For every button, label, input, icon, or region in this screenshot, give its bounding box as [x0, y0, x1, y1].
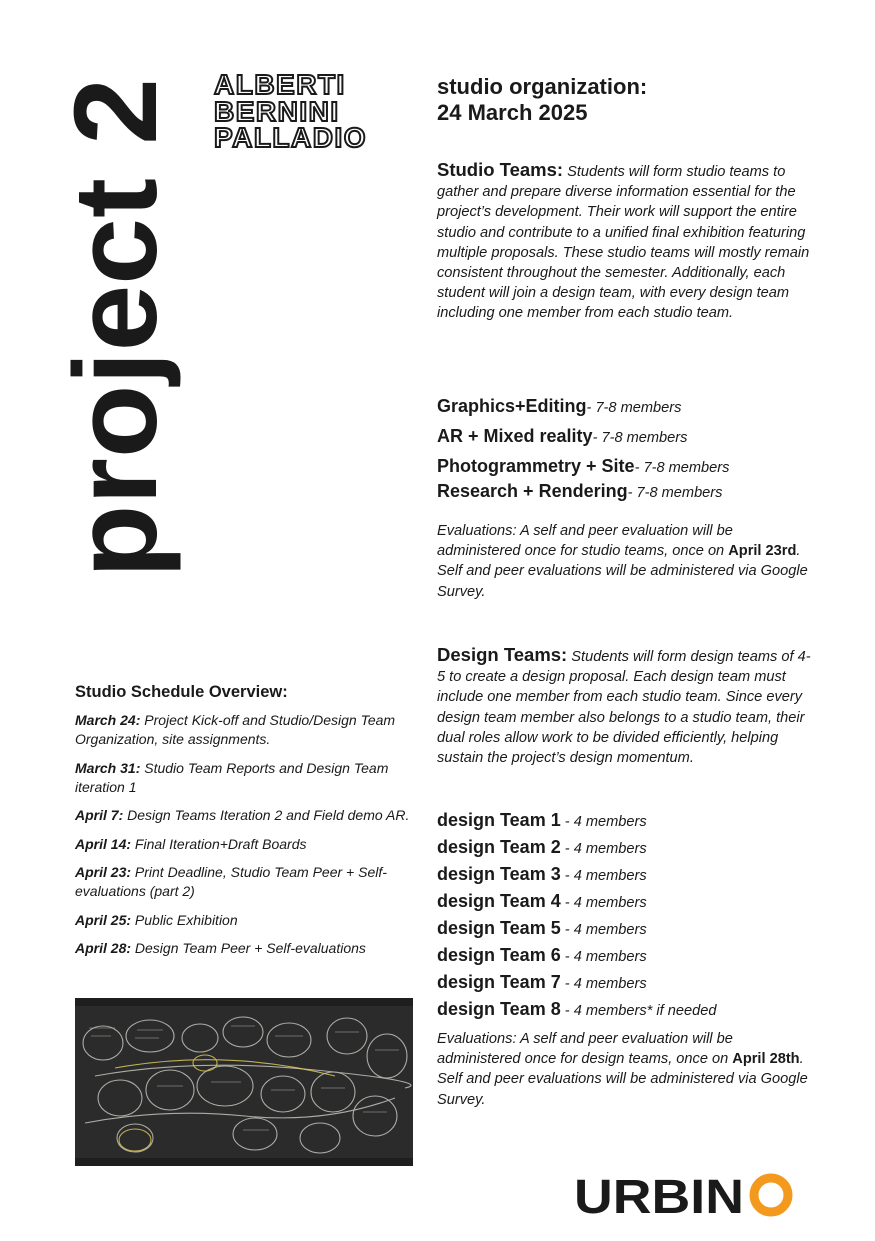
- design-teams-text: Students will form design teams of 4-5 to create a design proposal. Each design team must include one member from each studio team. Since every design team member also belongs to a studio team, their dual roles allow work to be divided efficiently, helping sustain the project’s design momentum.: [437, 649, 811, 767]
- studio-evals-text: Evaluations: A self and peer evaluation will be administered once for studio teams, once on: [437, 523, 733, 560]
- design-teams-paragraph: [437, 645, 812, 768]
- studio-team-name: Photogrammetry + Site: [437, 456, 635, 476]
- design-team-name: design Team 7: [437, 972, 561, 992]
- studio-team-name: Graphics+Editing: [437, 396, 587, 416]
- schedule-item: [75, 939, 415, 958]
- studio-team-members: - 7-8 members: [586, 400, 682, 416]
- design-team-row: [437, 943, 812, 970]
- design-team-list: [437, 808, 812, 1024]
- design-team-members: - 4 members: [560, 976, 647, 992]
- design-team-name: design Team 4: [437, 891, 561, 911]
- studio-teams-heading: Studio Teams:: [437, 159, 564, 180]
- schedule-text: Final Iteration+Draft Boards: [131, 835, 307, 852]
- design-team-row: [437, 889, 812, 916]
- design-team-row: [437, 970, 812, 997]
- design-team-row: [437, 997, 812, 1024]
- urbino-logo: [574, 1171, 798, 1224]
- schedule-item: [75, 711, 415, 749]
- studio-team-row: [437, 396, 812, 426]
- studio-team-row: [437, 456, 812, 481]
- design-teams-heading: Design Teams:: [437, 644, 568, 665]
- schedule-item: [75, 835, 415, 854]
- studio-teams-paragraph: [437, 160, 812, 324]
- studio-team-row: [437, 426, 812, 456]
- design-evaluations: [437, 1029, 812, 1110]
- design-team-name: design Team 8: [437, 999, 561, 1019]
- studio-team-name: Research + Rendering: [437, 481, 628, 501]
- logo-o-ring: [754, 1178, 788, 1212]
- schedule-text: Project Kick-off and Studio/Design Team Organization, site assignments.: [75, 712, 396, 747]
- chalkboard-drawing: [75, 998, 413, 1166]
- design-team-row: [437, 916, 812, 943]
- design-team-row: [437, 862, 812, 889]
- studio-evals-date: April 23rd: [728, 543, 797, 560]
- design-team-members: - 4 members: [560, 814, 647, 830]
- schedule-item: [75, 911, 415, 930]
- vertical-title: [50, 78, 186, 578]
- studio-evaluations: [437, 521, 812, 602]
- design-team-members: - 4 members* if needed: [560, 1003, 717, 1019]
- studio-team-list: [437, 396, 812, 506]
- schedule-date: April 14:: [75, 835, 132, 852]
- studio-team-members: - 7-8 members: [627, 485, 723, 501]
- studio-team-members: - 7-8 members: [592, 430, 688, 446]
- schedule-title: Studio Schedule Overview:: [75, 683, 288, 701]
- studio-schedule: [75, 683, 415, 968]
- schedule-date: March 24:: [75, 712, 141, 728]
- studio-evals-text-end: . Self and peer evaluations will be administered via Google Survey.: [437, 543, 808, 600]
- studio-teams-text: Students will form studio teams to gather and prepare diverse information essential for the project’s development. Their work will support the entire studio and contribute to a unified final exhibition featuring multiple proposals. These studio teams will mostly remain consistent throughout the semester. Additionally, each student will join a design team, with every design team including one member from each studio team.: [437, 164, 810, 322]
- studio-team-name: AR + Mixed reality: [437, 426, 593, 446]
- header-line1: studio organization:: [437, 74, 648, 99]
- design-team-name: design Team 5: [437, 918, 561, 938]
- schedule-text: Public Exhibition: [131, 911, 238, 928]
- name-alberti: ALBERTI: [214, 69, 346, 100]
- design-evals-text-end: . Self and peer evaluations will be administered via Google Survey.: [437, 1051, 808, 1108]
- vertical-title-text: project 2: [50, 86, 182, 578]
- schedule-item: [75, 863, 415, 901]
- design-evals-text: Evaluations: A self and peer evaluation will be administered once for design teams, once on: [437, 1031, 733, 1068]
- schedule-date: April 25:: [75, 911, 132, 928]
- logo-text: URBIN: [574, 1171, 744, 1224]
- design-team-row: [437, 808, 812, 835]
- design-team-members: - 4 members: [560, 841, 647, 857]
- schedule-text: Design Teams Iteration 2 and Field demo AR.: [123, 807, 410, 823]
- schedule-date: April 7:: [75, 807, 124, 823]
- schedule-item: [75, 806, 415, 825]
- page-header: [437, 74, 812, 126]
- studio-team-members: - 7-8 members: [634, 460, 730, 476]
- design-team-row: [437, 835, 812, 862]
- schedule-date: April 23:: [75, 864, 132, 880]
- design-team-name: design Team 6: [437, 945, 561, 965]
- chalkboard-photo: [75, 998, 413, 1166]
- design-team-name: design Team 2: [437, 837, 561, 857]
- design-evals-date: April 28th: [732, 1051, 800, 1068]
- design-team-members: - 4 members: [560, 895, 647, 911]
- schedule-text: Studio Team Reports and Design Team iteration 1: [75, 759, 389, 795]
- architect-names: [214, 69, 368, 153]
- urbino-logo-mark: [574, 1171, 798, 1224]
- design-team-name: design Team 1: [437, 810, 561, 830]
- name-bernini: BERNINI: [214, 95, 340, 127]
- schedule-text: Print Deadline, Studio Team Peer + Self-evaluations (part 2): [75, 864, 387, 899]
- schedule-date: March 31:: [75, 759, 141, 776]
- header-date: 24 March 2025: [437, 100, 588, 125]
- schedule-item: [75, 759, 415, 797]
- design-team-members: - 4 members: [560, 949, 647, 965]
- studio-team-row: [437, 481, 812, 506]
- name-palladio: PALLADIO: [214, 122, 368, 153]
- schedule-date: April 28:: [75, 940, 132, 956]
- schedule-text: Design Team Peer + Self-evaluations: [131, 940, 366, 956]
- design-team-members: - 4 members: [560, 868, 647, 884]
- design-team-name: design Team 3: [437, 864, 561, 884]
- design-team-members: - 4 members: [560, 922, 647, 938]
